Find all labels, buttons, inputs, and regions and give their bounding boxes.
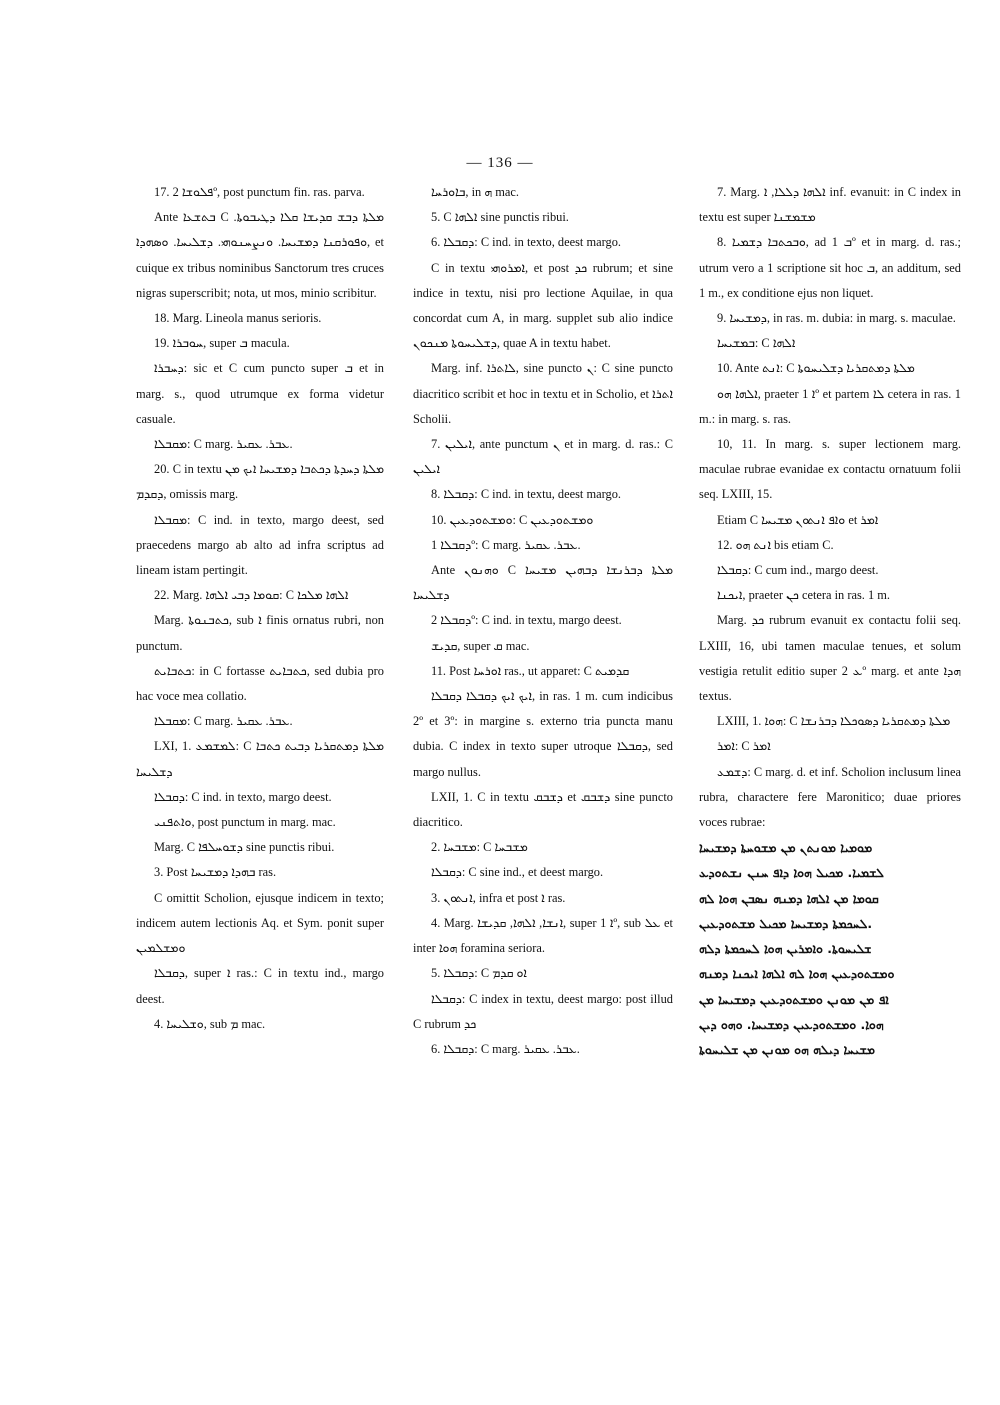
scholion-line-6: ܘܡܫܬܘܕܥܝܢ ܗܘܐ ܠܗ ܐܠܗܐ ܐܝܟܢܐ ܕܡܢܗ <box>699 966 895 982</box>
middle-note-11: ܕܩܒܠܐ 2º: C ind. in textu, margo deest. <box>431 613 622 628</box>
right-note-3: 9. ܕܡܫܝܚܐ, in ras. m. dubia: in marg. s. maculae. <box>717 311 956 326</box>
right-note-7: 10, 11. In marg. s. super lectionem marg. maculae rubrae evanidae ex contactu ornatuum folii seq. LXIII, 15. <box>699 437 961 502</box>
scholion-line-4: ܠܚܟܡܬܐ ܕܡܫܝܚܐ ܡܟܝܠ ܡܫܬܘܕܥܝܢ. <box>699 915 873 931</box>
left-note-1: 17. ܦܠܘܫܐ 2º, post punctum fin. ras. parva. <box>154 185 365 199</box>
right-note-1: 7. Marg. ܐܠܗܐ ܕܠܠܐ, ܐ inf. evanuit: in C index in textu est super ܡܫܡܫܢܐ <box>699 185 961 225</box>
middle-note-9: ܕܩܒܠܐ 1º: C marg. ܥܒܪ. ܥܩܝܪ. <box>431 537 581 552</box>
middle-note-5: Marg. inf. ܠܐܬܪܐ, sine puncto ܢ: C sine puncto diacritico scribit et hoc in textu et in Scholio, et ܐܬܪܐ Scholii. <box>413 361 673 426</box>
left-note-5: ܕܚܒܪܐ: sic et C cum puncto super ܒ et in marg. s., quod utrumque ex forma videtur casuale. <box>136 361 384 426</box>
scholion-line-7: ܐܦ ܡܢ ܡܘܢܢ ܘܡܫܬܘܕܥܝܢ ܕܡܫܝܚܐ ܡܢ <box>699 991 889 1007</box>
middle-note-12: ܩܕܝܫ, super ܩ mac. <box>431 638 530 653</box>
scholion-line-1: ܡܘܡܝܐ ܡܘܢܬܢ ܡܢ ܡܫܘܚܬܐ ܕܡܫܝܚܐ <box>699 840 873 856</box>
middle-note-15: LXII, 1. C in textu ܕܫܒܩ et ܕܫܒܩ sine puncto diacritico. <box>413 789 674 830</box>
right-note-14: ܐܡܪ: C ܐܡܪ <box>717 739 771 754</box>
right-note-12: Marg. ܟܕ rubrum evanuit ex contactu folii seq. LXIII, 16, ubi tamen maculae tenues, et solum vestigia retulit editio super ܥ 2º marg. et ante ܗܕܐ textus. <box>699 613 962 704</box>
column-right <box>699 180 961 1062</box>
left-note-14: ܕܩܒܠܐ: C ind. in texto, margo deest. <box>154 789 332 804</box>
left-note-8: ܡܩܒܠܐ: C ind. in texto, margo deest, sed praecedens margo ab alto ad infra scriptus ad lineam istam pertingit. <box>136 512 384 578</box>
scholion-line-9: ܡܫܝܚܐ ܕܝܠܗ ܗܘ ܡܘܢܢ ܡܢ ܫܠܝܚܘܬܐ <box>699 1041 875 1057</box>
column-middle <box>413 180 673 1062</box>
left-note-2: Ante ܒܬܫܥܐ C ܡܠܬܐ ܕܒܫ ܩܕܝܫܐ ܩܠܐ ܕܛܝܒܘܬܐ. ܘܦܘܪܩܢܐ ܕܡܫܝܚܐ. ܘܢܨܚܢܘܗܝ. ܕܫܠܝܚܐ. ܘܣܗܕܐ, et cuique ex tribus nominibus Sanctorum tres cruces nigras superscribit; nota, ut mos, minio scribitur. <box>136 210 384 300</box>
page-number: — 136 — <box>466 155 534 171</box>
right-note-5: 10. Ante ܐܢܬ: C ܡܠܬܐ ܕܡܬܩܪܝܐ ܕܫܠܝܚܘܬܐ <box>717 361 915 376</box>
middle-note-8: 10. ܘܡܫܬܘܕܥܝܢ: C ܘܡܫܬܘܕܥܝܢ <box>431 512 594 527</box>
left-note-11: ܟܬܒܐܝܬ: in C fortasse ܟܬܒܐܝܬ, sed dubia pro hac voce mea collatio. <box>136 663 384 704</box>
left-note-12: ܡܩܒܠܐ: C marg. ܥܒܪ. ܥܩܝܪ. <box>154 714 293 729</box>
left-note-10: Marg. ܟܬܒܢܘܬܐ, sub ܐ finis ornatus rubri, non punctum. <box>136 613 384 653</box>
middle-note-4: C in textu ܐܡܪܘܗܝ, et post ܟܕ rubrum; et sine indice in textu, nisi pro lectione Aquilae, in qua concordat cum A, in marg. supplet sub alio indice ܕܫܠܝܚܘܬܐ ܡܢܟܘܢ, quae A in textu habet. <box>413 260 673 351</box>
left-note-7: 20. C in textu ܡܠܬܐ ܕܚܕܬܐ ܕܟܬܒܐ ܕܡܫܝܚܐ ܐܝܟ ܡܢ ܕܩܕܡ, omissis marg. <box>136 462 384 502</box>
left-note-16: Marg. C ܕܫܘܚܠܦܐ sine punctis ribui. <box>154 840 335 855</box>
middle-note-14: ܐܝܟ ܐܝܟ ܕܩܒܠܐ ܕܩܒܠܐ, in ras. 1 m. cum indicibus 2º et 3º: in margine s. externo tria puncta manu dubia. C index in texto super utroque ܕܩܒܠܐ, sed margo nullus. <box>413 689 674 779</box>
middle-note-1: ܒܐܘܪܚܐ, in ܗ mac. <box>431 185 519 199</box>
middle-note-18: 3. ܐܢܬܘܢ, infra et post ܐ ras. <box>431 890 566 905</box>
middle-note-22: 6. ܕܩܒܠܐ: C marg. ܥܒܪ. ܥܩܝܪ. <box>431 1041 580 1056</box>
right-note-2: 8. ܘܒܟܬܒܐ ܕܫܡܝܐ, ad ܒ 1º et in marg. d. ras.; utrum vero a 1 scriptione sit hoc ܒ, an additum, sed 1 m., ex conditione ejus non liquet. <box>699 235 961 300</box>
scholion-line-8: ܗܘܐ. ܘܡܫܬܘܕܥܝܢ ܕܡܫܝܚܐ. ܘܗܘ ܕܝܢ <box>699 1016 884 1032</box>
right-note-4: ܒܡܫܝܚܐ: C ܐܠܗܐ <box>717 336 796 351</box>
right-note-11: ܐܝܟܢܐ, praeter ܟܢ cetera in ras. 1 m. <box>717 588 891 603</box>
syriac-scholion-block <box>699 835 961 1062</box>
left-note-18: C omittit Scholion, ejusque indicem in texto; indicem autem lectionis Aq. et Sym. ponit super ܘܡܫܠܡܝܢ <box>136 890 384 956</box>
right-note-6: ܐܠܗܐ ܗܘ, praeter ܐ 1º et partem ܠܐ cetera in ras. 1 m.: in marg. s. ras. <box>699 386 961 426</box>
middle-note-13: 11. Post ܐܘܪܚܐ ras., ut apparet: C ܩܕܡܝܬ <box>431 663 630 678</box>
scholion-line-3: ܩܘܡܐ ܡܢ ܐܠܗܐ ܕܡܢܗ ܢܣܒܢ ܗܘܐ ܠܗ <box>699 890 879 906</box>
left-note-15: ܘܐܬܦܢܝ, post punctum in marg. mac. <box>154 815 336 830</box>
left-note-4: 19. ܚܘܒܪܐ, super ܒ macula. <box>154 336 290 351</box>
middle-note-7: 8. ܕܩܒܠܐ: C ind. in textu, deest margo. <box>431 487 622 502</box>
middle-note-10: Ante ܘܗܢܘܢ C ܡܠܬܐ ܕܒܪܢܫܐ ܕܒܗܝܢ ܡܫܝܚܐ ܕܫܠܝܚܐ <box>413 563 673 603</box>
middle-note-16: 2. ܡܫܒܚܐ: C ܡܫܒܚܐ <box>431 840 528 855</box>
middle-note-2: 5. C ܐܠܗܐ sine punctis ribui. <box>431 210 569 225</box>
right-note-8: Etiam C ܘܐܦ ܐܢܬܘܢ ܡܫܝܚܐ et ܐܡܪ <box>717 512 879 527</box>
middle-note-20: 5. ܕܩܒܠܐ: C ܐܘ ܩܕܡ <box>431 966 527 981</box>
right-note-10: ܕܩܒܠܐ: C cum ind., margo deest. <box>717 563 879 578</box>
middle-note-6: 7. ܐܝܠܝܢ, ante punctum ܢ et in marg. d. ras.: C ܐܝܠܝܢ <box>413 437 674 477</box>
right-note-9: 12. ܐܢܬ ܗܘ bis etiam C. <box>717 537 834 552</box>
middle-note-19: 4. Marg. ܐܢܫܐ, ܐܠܗܐ, ܩܕܝܫܐ, super ܐ 1º, sub ܥܠ et inter ܗܘܐ foramina seriora. <box>413 915 673 956</box>
column-left <box>136 180 384 1037</box>
left-note-3: 18. Marg. Lineola manus serioris. <box>154 311 322 326</box>
scholion-line-5: ܫܠܝܚܘܬܐ. ܘܐܡܪܝܢ ܗܘܐ ܠܚܟܡܬܐ ܕܠܗ <box>699 941 872 957</box>
scholion-line-2: ܠܫܡܝܐ. ܡܟܝܠ ܗܘܐ ܕܐܦ ܚܢܢ ܢܫܬܘܕܥ <box>699 865 884 881</box>
left-note-13: LXI, 1. ܠܡܫܡܥ: C ܡܠܬܐ ܕܡܬܩܪܝܐ ܕܒܝܬ ܟܬܒܐ ܕܫܠܝܚܐ <box>136 739 385 779</box>
left-note-9: 22. Marg. ܩܘܡܐ ܕܒܝ ܐܠܗܐ: C ܐܠܗܐ ܡܠܟܐ <box>154 588 349 603</box>
left-note-19: ܕܩܒܠܐ, super ܐ ras.: C in textu ind., margo deest. <box>136 966 384 1006</box>
middle-note-21: ܕܩܒܠܐ: C index in textu, deest margo: post illud C rubrum ܟܕ <box>413 991 673 1031</box>
left-note-6: ܡܩܒܠܐ: C marg. ܥܒܪ. ܥܩܝܪ. <box>154 437 293 452</box>
left-note-20: 4. ܘܫܠܝܚܐ, sub ܡ mac. <box>154 1016 266 1031</box>
right-note-15: ܕܫܡܥ: C marg. d. et inf. Scholion inclusum linea rubra, charactere fere Maronitico; duae priores voces rubrae: <box>699 764 961 830</box>
right-note-13: LXIII, 1. ܗܘܐ: C ܡܠܬܐ ܕܡܬܩܪܝܐ ܕܣܘܟܠܐ ܕܒܪܢܫܐ <box>717 714 951 729</box>
middle-note-3: 6. ܕܩܒܠܐ: C ind. in texto, deest margo. <box>431 235 622 250</box>
left-note-17: 3. Post ܒܗܕܐ ܕܡܫܝܚܐ ras. <box>154 865 277 880</box>
column-right-paragraphs <box>699 180 961 835</box>
middle-note-17: ܕܩܒܠܐ: C sine ind., et deest margo. <box>431 865 604 880</box>
